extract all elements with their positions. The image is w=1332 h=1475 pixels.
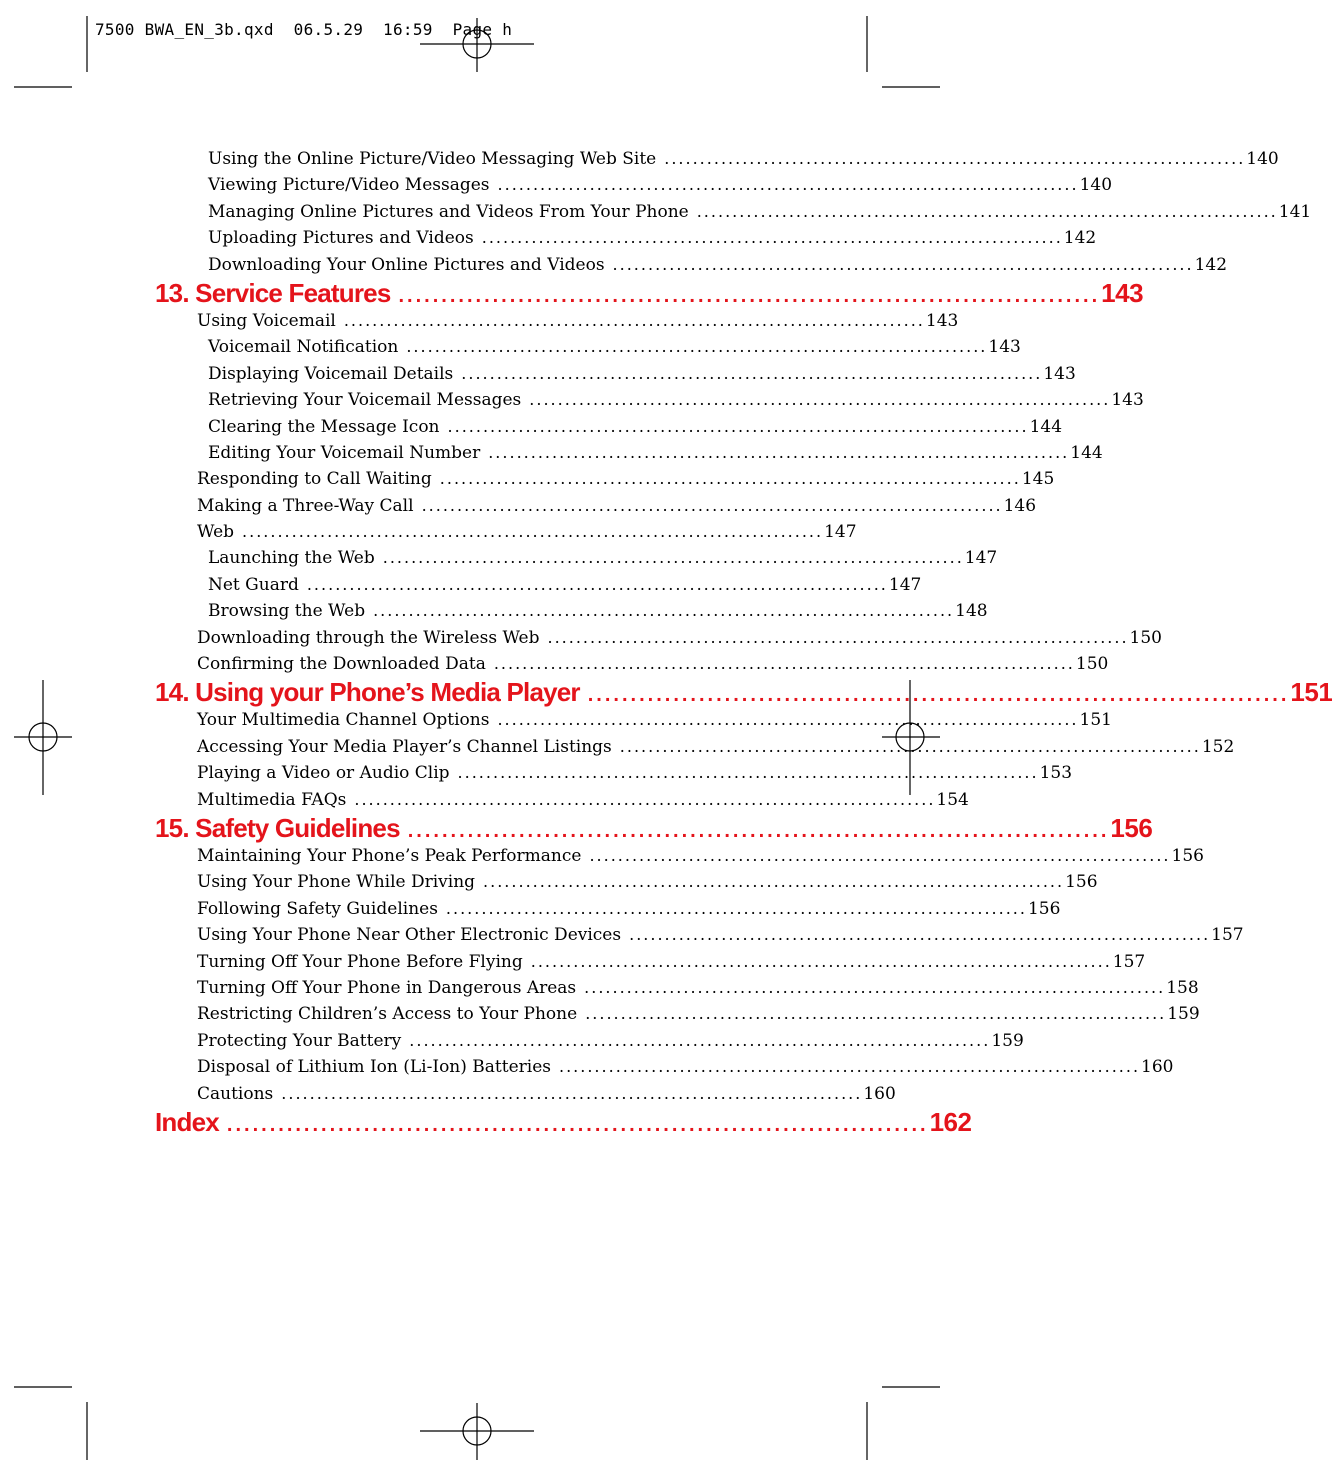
dot-leader: .................................................................................. <box>306 574 888 594</box>
toc-entry-page-number: 142 <box>1194 254 1228 275</box>
toc-entry-title: 14. Using your Phone’s Media Player <box>155 677 580 708</box>
toc-entry[interactable] <box>155 787 969 813</box>
toc-entry[interactable] <box>155 598 988 624</box>
toc-chapter-entry[interactable] <box>155 677 1332 708</box>
toc-entry-page-number: 143 <box>925 310 959 331</box>
toc-entry[interactable] <box>155 334 1021 360</box>
toc-entry[interactable] <box>155 519 857 545</box>
toc-entry-title: Editing Your Voicemail Number <box>208 442 481 463</box>
toc-entry[interactable] <box>155 625 1162 651</box>
toc-entry[interactable] <box>155 252 1228 278</box>
toc-entry-page-number: 152 <box>1201 736 1235 757</box>
toc-entry-page-number: 143 <box>1101 277 1144 308</box>
dot-leader: .................................................................................. <box>382 548 964 568</box>
toc-entry-title: Responding to Call Waiting <box>197 469 432 490</box>
toc-chapter-entry[interactable] <box>155 812 1153 843</box>
toc-entry[interactable] <box>155 361 1076 387</box>
toc-entry[interactable] <box>155 199 1312 225</box>
dot-leader: .................................................................................. <box>497 175 1079 195</box>
toc-entry[interactable] <box>155 146 1279 172</box>
dot-leader: .................................................................................. <box>585 1004 1167 1024</box>
dot-leader: .................................................................................. <box>373 601 955 621</box>
toc-entry[interactable] <box>155 440 1103 466</box>
dot-leader: .................................................................................. <box>406 337 988 357</box>
toc-entry-title: Clearing the Message Icon <box>208 416 440 437</box>
toc-entry-page-number: 142 <box>1063 228 1097 249</box>
toc-entry-page-number: 156 <box>1027 898 1061 919</box>
toc-entry-page-number: 146 <box>1003 495 1037 516</box>
toc-entry[interactable] <box>155 651 1109 677</box>
toc-entry-title: Using Voicemail <box>197 310 336 331</box>
toc-entry-title: Voicemail Notification <box>208 337 399 358</box>
toc-entry-title: Restricting Children’s Access to Your Phone <box>197 1004 578 1025</box>
toc-entry-title: Viewing Picture/Video Messages <box>208 175 490 196</box>
toc-entry-title: Index <box>155 1106 219 1137</box>
toc-chapter-entry[interactable] <box>155 1106 972 1137</box>
toc-entry-page-number: 157 <box>1211 925 1244 946</box>
toc-entry-page-number: 140 <box>1246 149 1279 169</box>
toc-entry-title: Browsing the Web <box>208 601 366 622</box>
toc-entry-title: Launching the Web <box>208 548 375 569</box>
toc-entry-title: Displaying Voicemail Details <box>208 363 454 384</box>
toc-entry-title: Accessing Your Media Player’s Channel Listings <box>197 736 612 757</box>
toc-entry-page-number: 151 <box>1079 710 1112 731</box>
dot-leader: .................................................................................. <box>409 1030 991 1050</box>
dot-leader: .................................................................................. <box>488 442 1070 462</box>
toc-entry-title: 15. Safety Guidelines <box>155 812 400 843</box>
toc-entry-page-number: 141 <box>1278 201 1312 222</box>
dot-leader: .................................................................................. <box>619 736 1201 756</box>
dot-leader: .................................................................................. <box>281 1083 863 1103</box>
dot-leader: .................................................................................. <box>447 416 1029 436</box>
dot-leader: .................................................................................. <box>559 1057 1141 1077</box>
toc-entry-title: Retrieving Your Voicemail Messages <box>208 390 522 411</box>
dot-leader: .................................................................................. <box>461 363 1043 383</box>
toc-entry-page-number: 143 <box>1043 363 1076 384</box>
toc-entry-page-number: 154 <box>936 789 969 810</box>
toc-entry-title: Turning Off Your Phone in Dangerous Areas <box>197 977 577 998</box>
toc-entry[interactable] <box>155 843 1204 869</box>
toc-entry-page-number: 147 <box>964 548 998 569</box>
toc-entry-title: Multimedia FAQs <box>197 789 347 810</box>
toc-entry-page-number: 156 <box>1171 845 1204 866</box>
toc-entry-title: Disposal of Lithium Ion (Li-Ion) Batteries <box>197 1057 551 1078</box>
toc-entry-title: Following Safety Guidelines <box>197 898 438 919</box>
dot-leader: .................................................................................. <box>530 951 1112 971</box>
toc-entry[interactable] <box>155 387 1144 413</box>
toc-entry-title: Using Your Phone Near Other Electronic Devices <box>197 925 622 946</box>
toc-entry[interactable] <box>155 1028 1024 1054</box>
toc-entry-title: Net Guard <box>208 574 299 595</box>
toc-entry-page-number: 145 <box>1021 469 1055 490</box>
toc-entry[interactable] <box>155 975 1199 1001</box>
toc-entry[interactable] <box>155 466 1055 492</box>
toc-entry-page-number: 159 <box>1167 1004 1200 1025</box>
toc-entry-title: 13. Service Features <box>155 277 391 308</box>
dot-leader: .................................................................................. <box>483 872 1065 892</box>
toc-entry-page-number: 158 <box>1166 977 1199 998</box>
dot-leader: .................................................................................. <box>457 763 1039 783</box>
toc-entry[interactable] <box>155 572 922 598</box>
toc-entry-title: Maintaining Your Phone’s Peak Performance <box>197 845 582 866</box>
dot-leader: .................................................................................. <box>439 469 1021 489</box>
toc-entry[interactable] <box>155 172 1113 198</box>
toc-entry-title: Making a Three-Way Call <box>197 495 414 516</box>
dot-leader: .................................................................................. <box>226 1113 929 1136</box>
toc-entry-page-number: 156 <box>1110 812 1153 843</box>
toc-entry-title: Uploading Pictures and Videos <box>208 228 474 249</box>
toc-entry[interactable] <box>155 1081 896 1107</box>
toc-entry-page-number: 157 <box>1112 951 1146 972</box>
toc-entry[interactable] <box>155 869 1098 895</box>
toc-entry-page-number: 147 <box>888 574 922 595</box>
dot-leader: .................................................................................. <box>343 310 925 330</box>
dot-leader: .................................................................................. <box>481 228 1063 248</box>
toc-entry[interactable] <box>155 922 1244 948</box>
toc-entry[interactable] <box>155 734 1235 760</box>
toc-entry-title: Web <box>197 522 235 543</box>
dot-leader: .................................................................................. <box>589 845 1171 865</box>
toc-entry[interactable] <box>155 949 1146 975</box>
toc-entry-page-number: 160 <box>1141 1057 1174 1078</box>
toc-entry-title: Your Multimedia Channel Options <box>197 710 490 731</box>
toc-entry-title: Managing Online Pictures and Videos From Your Phone <box>208 201 689 222</box>
toc-entry[interactable] <box>155 545 998 571</box>
dot-leader: .................................................................................. <box>407 819 1110 842</box>
toc-entry[interactable] <box>155 896 1061 922</box>
dot-leader: .................................................................................. <box>421 495 1003 515</box>
toc-entry-page-number: 144 <box>1070 442 1103 463</box>
toc-entry-page-number: 151 <box>1290 677 1332 708</box>
toc-entry-page-number: 143 <box>1111 390 1144 411</box>
toc-entry-page-number: 147 <box>824 522 857 543</box>
dot-leader: .................................................................................. <box>629 925 1211 945</box>
dot-leader: .................................................................................. <box>529 390 1111 410</box>
toc-chapter-entry[interactable] <box>155 277 1144 308</box>
toc-entry[interactable] <box>155 1054 1174 1080</box>
toc-entry-page-number: 148 <box>955 601 988 622</box>
toc-entry-page-number: 140 <box>1079 175 1113 196</box>
toc-entry-page-number: 150 <box>1129 627 1162 648</box>
dot-leader: .................................................................................. <box>612 254 1194 274</box>
toc-entry[interactable] <box>155 225 1097 251</box>
toc-entry-title: Protecting Your Battery <box>197 1030 402 1051</box>
dot-leader: .................................................................................. <box>587 684 1290 707</box>
dot-leader: .................................................................................. <box>547 627 1129 647</box>
toc-entry-title: Cautions <box>197 1083 274 1104</box>
toc-entry-page-number: 153 <box>1039 763 1073 784</box>
toc-entry-page-number: 143 <box>988 337 1021 358</box>
toc-entry[interactable] <box>155 707 1112 733</box>
toc-entry-title: Using Your Phone While Driving <box>197 872 476 893</box>
dot-leader: .................................................................................. <box>584 977 1166 997</box>
toc-entry-title: Turning Off Your Phone Before Flying <box>197 951 523 972</box>
dot-leader: .................................................................................. <box>664 149 1246 168</box>
toc-entry[interactable] <box>155 760 1073 786</box>
dot-leader: .................................................................................. <box>354 789 936 809</box>
dot-leader: .................................................................................. <box>445 898 1027 918</box>
toc-entry-title: Playing a Video or Audio Clip <box>197 763 450 784</box>
toc-entry-page-number: 159 <box>991 1030 1024 1051</box>
dot-leader: .................................................................................. <box>493 654 1075 674</box>
toc-entry-page-number: 162 <box>929 1106 972 1137</box>
dot-leader: .................................................................................. <box>398 284 1101 307</box>
toc-entry-title: Downloading through the Wireless Web <box>197 627 540 648</box>
toc-entry-page-number: 150 <box>1075 654 1109 675</box>
dot-leader: .................................................................................. <box>497 710 1079 730</box>
toc-entry-title: Using the Online Picture/Video Messaging Web Site <box>208 149 657 169</box>
toc-entry-title: Confirming the Downloaded Data <box>197 654 486 675</box>
toc-entry[interactable] <box>155 308 959 334</box>
dot-leader: .................................................................................. <box>696 201 1278 221</box>
toc-entry-page-number: 156 <box>1065 872 1098 893</box>
toc-entry[interactable] <box>155 1001 1200 1027</box>
toc-entry-page-number: 160 <box>863 1083 896 1104</box>
toc-entry-title: Downloading Your Online Pictures and Videos <box>208 254 605 275</box>
table-of-contents <box>155 146 1332 1137</box>
print-slug-header: 7500 BWA_EN_3b.qxd 06.5.29 16:59 Page h <box>95 20 513 39</box>
toc-entry[interactable] <box>155 414 1063 440</box>
toc-entry[interactable] <box>155 493 1037 519</box>
toc-entry-page-number: 144 <box>1029 416 1063 437</box>
dot-leader: .................................................................................. <box>242 522 824 542</box>
